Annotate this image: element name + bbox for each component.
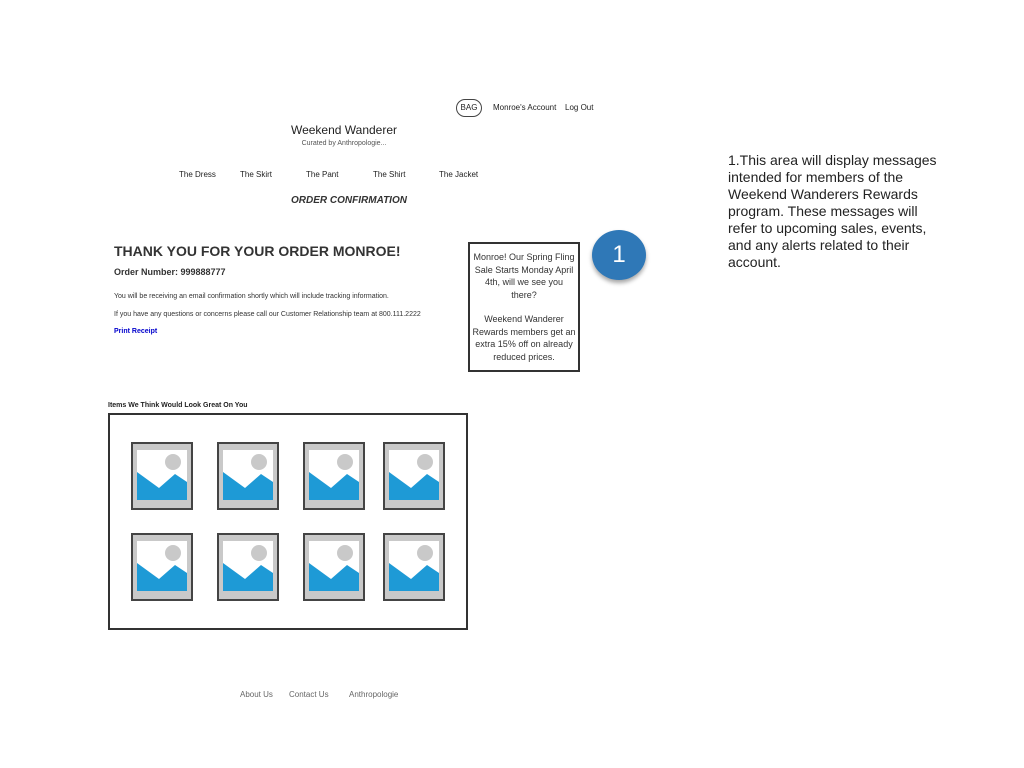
recommended-item[interactable] xyxy=(303,533,365,601)
site-subtitle: Curated by Anthropologie... xyxy=(301,140,387,147)
image-placeholder-icon xyxy=(389,450,439,500)
image-placeholder-icon xyxy=(389,541,439,591)
recommended-item[interactable] xyxy=(131,442,193,510)
recommended-item[interactable] xyxy=(217,442,279,510)
account-link[interactable]: Monroe's Account xyxy=(493,103,557,112)
nav-item-pant[interactable]: The Pant xyxy=(306,170,339,179)
image-placeholder-icon xyxy=(309,450,359,500)
logout-link[interactable]: Log Out xyxy=(565,103,594,112)
recommended-item[interactable] xyxy=(217,533,279,601)
annotation-badge: 1 xyxy=(592,230,646,280)
contact-message: If you have any questions or concerns please call our Customer Relationship team at 800.111.2222 xyxy=(114,311,421,318)
nav-item-dress[interactable]: The Dress xyxy=(179,170,216,179)
footer-link-contact[interactable]: Contact Us xyxy=(289,690,329,699)
print-receipt-link[interactable]: Print Receipt xyxy=(114,328,158,335)
rewards-message-sale: Monroe! Our Spring Fling Sale Starts Monday April 4th, will we see you there? xyxy=(473,252,575,300)
image-placeholder-icon xyxy=(137,541,187,591)
page-title: ORDER CONFIRMATION xyxy=(291,195,407,206)
footer-link-anthropologie[interactable]: Anthropologie xyxy=(349,690,399,699)
image-placeholder-icon xyxy=(137,450,187,500)
nav-item-skirt[interactable]: The Skirt xyxy=(240,170,273,179)
nav-item-jacket[interactable]: The Jacket xyxy=(439,170,479,179)
order-number: Order Number: 999888777 xyxy=(114,267,226,277)
nav-item-shirt[interactable]: The Shirt xyxy=(373,170,406,179)
site-title[interactable]: Weekend Wanderer xyxy=(290,123,398,137)
annotation-note: 1.This area will display messages intended for members of the Weekend Wanderers Rewards program. These messages will refer to upcoming sales, events, and any alerts related to their account. xyxy=(728,152,937,270)
rewards-message-discount: Weekend Wanderer Rewards members get an extra 15% off on already reduced prices. xyxy=(472,314,576,362)
recommended-item[interactable] xyxy=(383,442,445,510)
recommended-item[interactable] xyxy=(383,533,445,601)
rewards-message-box xyxy=(468,242,580,372)
image-placeholder-icon xyxy=(223,450,273,500)
footer-link-about[interactable]: About Us xyxy=(240,690,273,699)
recommended-item[interactable] xyxy=(131,533,193,601)
thank-you-heading: THANK YOU FOR YOUR ORDER MONROE! xyxy=(114,243,401,259)
image-placeholder-icon xyxy=(223,541,273,591)
email-confirmation-message: You will be receiving an email confirmation shortly which will include tracking information. xyxy=(114,293,389,300)
recommendations-title: Items We Think Would Look Great On You xyxy=(108,402,248,409)
recommendations-grid xyxy=(108,413,468,630)
image-placeholder-icon xyxy=(309,541,359,591)
bag-button[interactable]: BAG xyxy=(456,99,482,117)
recommended-item[interactable] xyxy=(303,442,365,510)
